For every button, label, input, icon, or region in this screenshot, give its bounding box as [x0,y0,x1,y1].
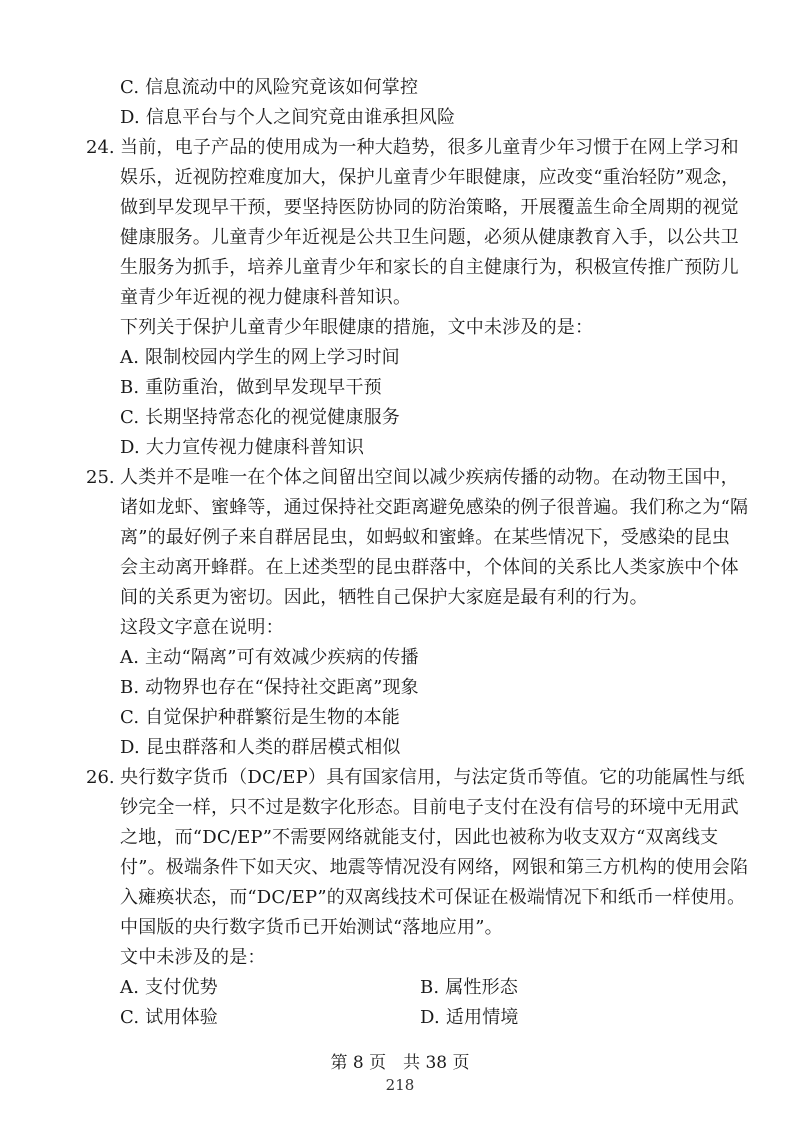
q24-number: 24. [86,137,115,158]
q24-passage-line: 娱乐，近视防控难度加大，保护儿童青少年眼健康，应改变“重治轻防”观念， [120,167,740,188]
q24-option-a: A. 限制校园内学生的网上学习时间 [120,347,400,368]
q23-option-d: D. 信息平台与个人之间究竟由谁承担风险 [120,107,456,128]
q24-passage-line: 当前，电子产品的使用成为一种大趋势，很多儿童青少年习惯于在网上学习和 [120,137,739,158]
q26-option-a: A. 支付优势 [120,977,218,998]
q25-option-b: B. 动物界也存在“保持社交距离”现象 [120,677,419,698]
q26-passage-line: 中国版的央行数字货币已开始测试“落地应用”。 [120,917,503,938]
q26-passage-line: 入瘫痪状态，而“DC/EP”的双离线技术可保证在极端情况下和纸币一样使用。 [120,887,746,908]
page-number: 218 [385,1076,415,1094]
q25-passage-line: 人类并不是唯一在个体之间留出空间以减少疾病传播的动物。在动物王国中， [120,467,739,488]
q26-option-c: C. 试用体验 [120,1007,218,1028]
q24-option-c: C. 长期坚持常态化的视觉健康服务 [120,407,400,428]
q26-option-d: D. 适用情境 [420,1007,519,1028]
page-label: 第 8 页 共 38 页 [330,1053,470,1073]
q26-passage-line: 央行数字货币（DC/EP）具有国家信用，与法定货币等值。它的功能属性与纸 [120,767,745,788]
q25-passage-line: 诸如龙虾、蜜蜂等，通过保持社交距离避免感染的例子很普遍。我们称之为“隔 [120,497,749,518]
q24-passage-line: 生服务为抓手，培养儿童青少年和家长的自主健康行为，积极宣传推广预防儿 [120,257,739,278]
q25-number: 25. [86,467,115,488]
q24-option-d: D. 大力宣传视力健康科普知识 [120,437,365,458]
q26-option-b: B. 属性形态 [420,977,519,998]
q26-passage-line: 付”。极端条件下如天灾、地震等情况没有网络，网银和第三方机构的使用会陷 [120,857,749,878]
q24-question: 下列关于保护儿童青少年眼健康的措施，文中未涉及的是： [120,317,594,338]
q25-passage-line: 间的关系更为密切。因此，牺牲自己保护大家庭是最有利的行为。 [120,587,648,608]
q26-passage-line: 钞完全一样，只不过是数字化形态。目前电子支付在没有信号的环境中无用武 [120,797,739,818]
q26-question: 文中未涉及的是： [120,947,266,968]
q24-option-b: B. 重防重治，做到早发现早干预 [120,377,382,398]
q25-passage-line: 离”的最好例子来自群居昆虫，如蚂蚁和蜜蜂。在某些情况下，受感染的昆虫 [120,527,730,548]
q25-option-c: C. 自觉保护种群繁衍是生物的本能 [120,707,400,728]
q24-passage-line: 做到早发现早干预，要坚持医防协同的防治策略，开展覆盖生命全周期的视觉 [120,197,739,218]
q26-passage-line: 之地，而“DC/EP”不需要网络就能支付，因此也被称为收支双方“双离线支 [120,827,719,848]
q25-option-a: A. 主动“隔离”可有效减少疾病的传播 [120,647,419,668]
q23-option-c: C. 信息流动中的风险究竟该如何掌控 [120,77,419,98]
q25-option-d: D. 昆虫群落和人类的群居模式相似 [120,737,401,758]
q25-passage-line: 会主动离开蜂群。在上述类型的昆虫群落中，个体间的关系比人类家族中个体 [120,557,739,578]
q26-number: 26. [86,767,115,788]
q24-passage-line: 健康服务。儿童青少年近视是公共卫生问题，必须从健康教育入手，以公共卫 [120,227,739,248]
q25-question: 这段文字意在说明： [120,617,284,638]
q24-passage-line: 童青少年近视的视力健康科普知识。 [120,287,412,308]
